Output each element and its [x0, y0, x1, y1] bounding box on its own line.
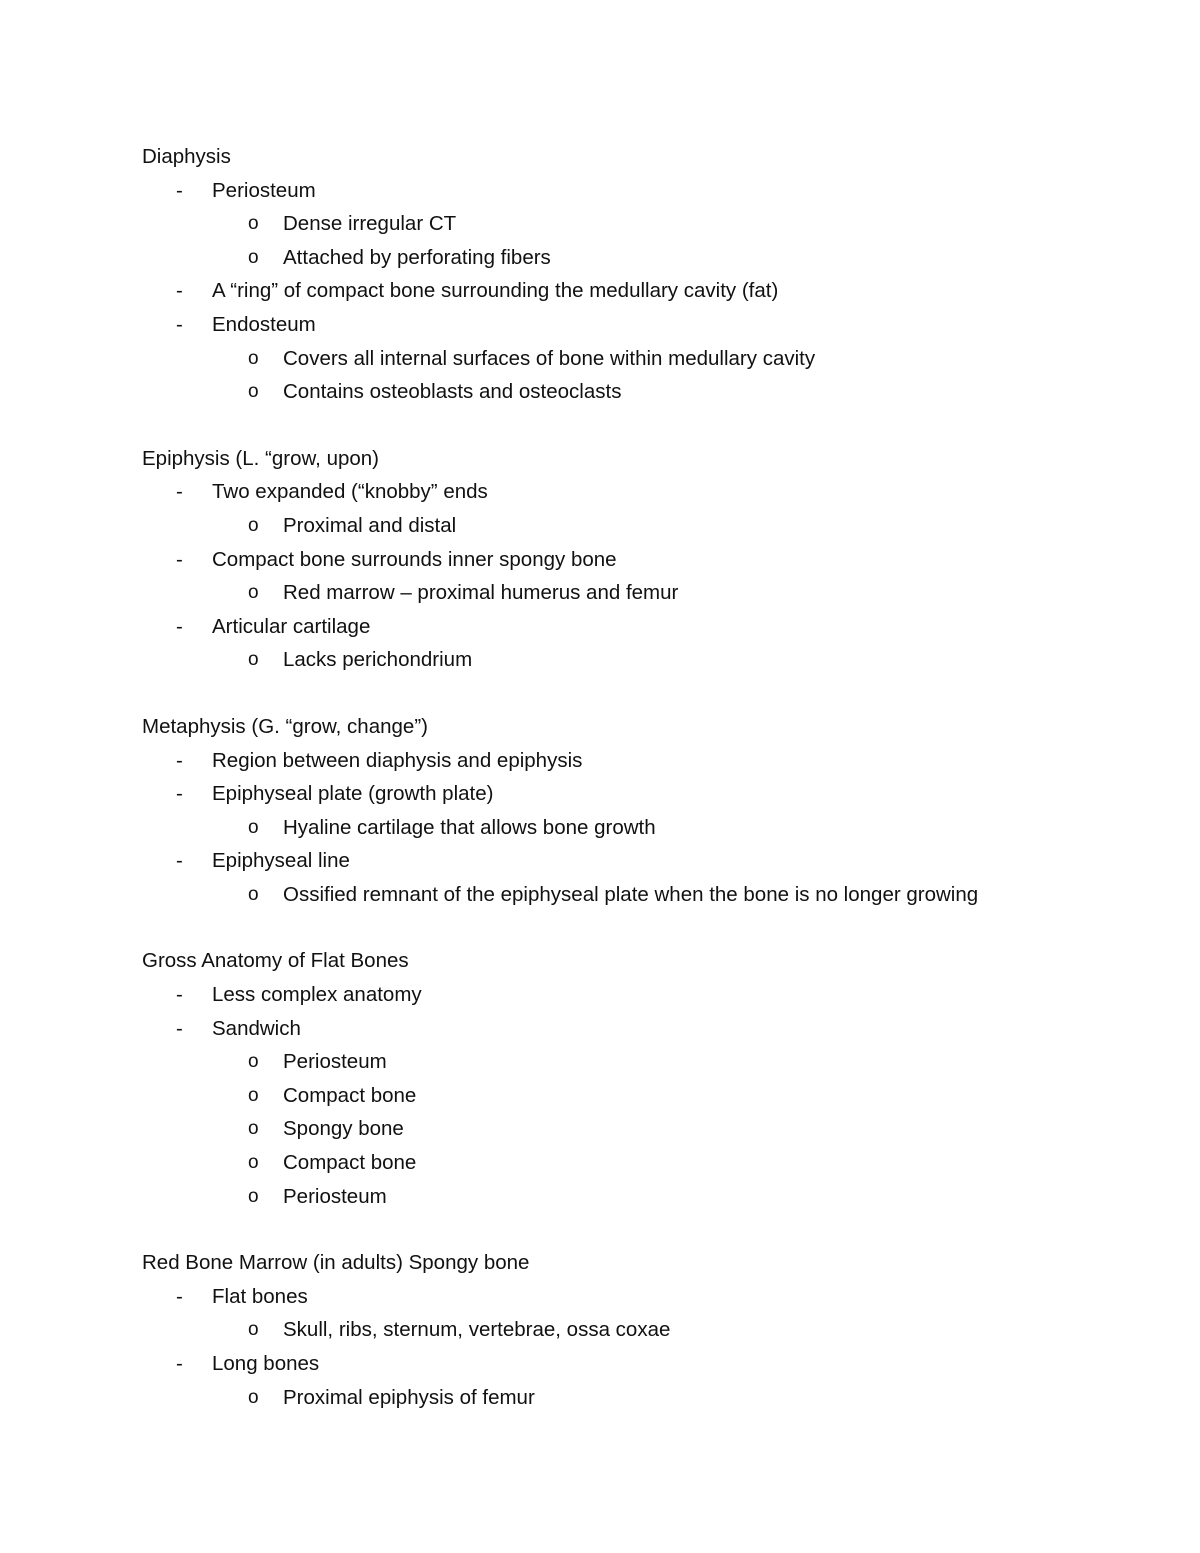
bullet-item [142, 475, 1142, 509]
circle-bullet-icon: o [248, 1386, 259, 1408]
section-heading: Diaphysis [142, 145, 231, 168]
bullet-text: Region between diaphysis and epiphysis [212, 748, 583, 772]
sub-bullet-item [142, 878, 1142, 912]
bullet-text: Sandwich [212, 1016, 301, 1040]
dash-bullet-icon: - [176, 983, 183, 1007]
sub-bullet-item [142, 1180, 1142, 1214]
circle-bullet-icon: o [248, 649, 259, 671]
section-gross-anatomy-of-flat-bones [142, 944, 1142, 1213]
sub-bullet-text: Hyaline cartilage that allows bone growth [283, 815, 656, 839]
sub-bullet-text: Compact bone [283, 1151, 417, 1175]
sub-bullet-text: Proximal and distal [283, 513, 457, 537]
bullet-text: A “ring” of compact bone surrounding the medullary cavity (fat) [212, 279, 779, 303]
circle-bullet-icon: o [248, 246, 259, 268]
sub-bullet-text: Lacks perichondrium [283, 648, 473, 672]
sub-bullet-text: Spongy bone [283, 1117, 404, 1141]
sub-bullet-text: Attached by perforating fibers [283, 245, 551, 269]
circle-bullet-icon: o [248, 582, 259, 604]
bullet-text: Two expanded (“knobby” ends [212, 480, 488, 504]
circle-bullet-icon: o [248, 381, 259, 403]
sub-bullet-item [142, 576, 1142, 610]
sub-bullet-item [142, 1079, 1142, 1113]
dash-bullet-icon: - [176, 312, 183, 336]
bullet-item [142, 610, 1142, 644]
section-diaphysis [142, 140, 1142, 409]
section-epiphysis-l-grow-upon [142, 442, 1142, 677]
sub-bullet-text: Red marrow – proximal humerus and femur [283, 581, 679, 605]
sub-bullet-text: Covers all internal surfaces of bone within medullary cavity [283, 346, 816, 370]
sub-bullet-text: Dense irregular CT [283, 212, 457, 236]
circle-bullet-icon: o [248, 883, 259, 905]
bullet-text: Compact bone surrounds inner spongy bone [212, 547, 617, 571]
circle-bullet-icon: o [248, 213, 259, 235]
bullet-text: Articular cartilage [212, 614, 371, 638]
sub-bullet-text: Proximal epiphysis of femur [283, 1385, 535, 1409]
dash-bullet-icon: - [176, 279, 183, 303]
sub-bullet-text: Ossified remnant of the epiphyseal plate when the bone is no longer growing [283, 882, 979, 906]
sub-bullet-text: Compact bone [283, 1083, 417, 1107]
circle-bullet-icon: o [248, 514, 259, 536]
sub-bullet-text: Periosteum [283, 1050, 387, 1074]
bullet-item [142, 1280, 1142, 1314]
notes-content [142, 140, 1142, 1447]
dash-bullet-icon: - [176, 1352, 183, 1375]
dash-bullet-icon: - [176, 178, 183, 202]
section-heading: Red Bone Marrow (in adults) Spongy bone [142, 1251, 530, 1275]
bullet-text: Flat bones [212, 1284, 308, 1308]
sub-bullet-item [142, 207, 1142, 241]
sub-bullet-item [142, 1045, 1142, 1079]
circle-bullet-icon: o [248, 1118, 259, 1140]
dash-bullet-icon: - [176, 782, 183, 806]
bullet-text: Less complex anatomy [212, 983, 422, 1007]
sub-bullet-item [142, 375, 1142, 409]
sub-bullet-item [142, 1381, 1142, 1415]
section-heading: Metaphysis (G. “grow, change”) [142, 714, 428, 738]
circle-bullet-icon: o [248, 1084, 259, 1106]
circle-bullet-icon: o [248, 816, 259, 838]
bullet-text: Periosteum [212, 178, 316, 202]
circle-bullet-icon: o [248, 1051, 259, 1073]
bullet-item [142, 1012, 1142, 1046]
dash-bullet-icon: - [176, 480, 183, 504]
dash-bullet-icon: - [176, 614, 183, 638]
section-heading: Epiphysis (L. “grow, upon) [142, 446, 380, 470]
sub-bullet-item [142, 1112, 1142, 1146]
dash-bullet-icon: - [176, 1284, 183, 1308]
circle-bullet-icon: o [248, 1319, 259, 1341]
sub-bullet-item [142, 1146, 1142, 1180]
dash-bullet-icon: - [176, 547, 183, 571]
sub-bullet-text: Periosteum [283, 1184, 387, 1208]
section-heading: Gross Anatomy of Flat Bones [142, 949, 409, 973]
bullet-item [142, 744, 1142, 778]
bullet-item [142, 978, 1142, 1012]
bullet-text: Endosteum [212, 312, 316, 336]
bullet-item [142, 1347, 1142, 1381]
sub-bullet-item [142, 1313, 1142, 1347]
circle-bullet-icon: o [248, 347, 259, 369]
sub-bullet-item [142, 342, 1142, 376]
sub-bullet-text: Skull, ribs, sternum, vertebrae, ossa coxae [283, 1318, 671, 1342]
bullet-text: Epiphyseal plate (growth plate) [212, 782, 494, 806]
bullet-item [142, 543, 1142, 577]
sub-bullet-item [142, 509, 1142, 543]
bullet-item [142, 777, 1142, 811]
bullet-item [142, 174, 1142, 208]
sub-bullet-item [142, 811, 1142, 845]
circle-bullet-icon: o [248, 1185, 259, 1207]
circle-bullet-icon: o [248, 1152, 259, 1174]
bullet-item [142, 274, 1142, 308]
dash-bullet-icon: - [176, 748, 183, 772]
section-metaphysis-g-grow-change [142, 710, 1142, 912]
sub-bullet-item [142, 643, 1142, 677]
bullet-text: Long bones [212, 1352, 320, 1375]
sub-bullet-text: Contains osteoblasts and osteoclasts [283, 380, 622, 404]
dash-bullet-icon: - [176, 1016, 183, 1040]
bullet-item [142, 308, 1142, 342]
dash-bullet-icon: - [176, 849, 183, 873]
sub-bullet-item [142, 241, 1142, 275]
bullet-text: Epiphyseal line [212, 849, 350, 873]
section-red-bone-marrow-in-adults-spongy-bone [142, 1246, 1142, 1414]
bullet-item [142, 844, 1142, 878]
